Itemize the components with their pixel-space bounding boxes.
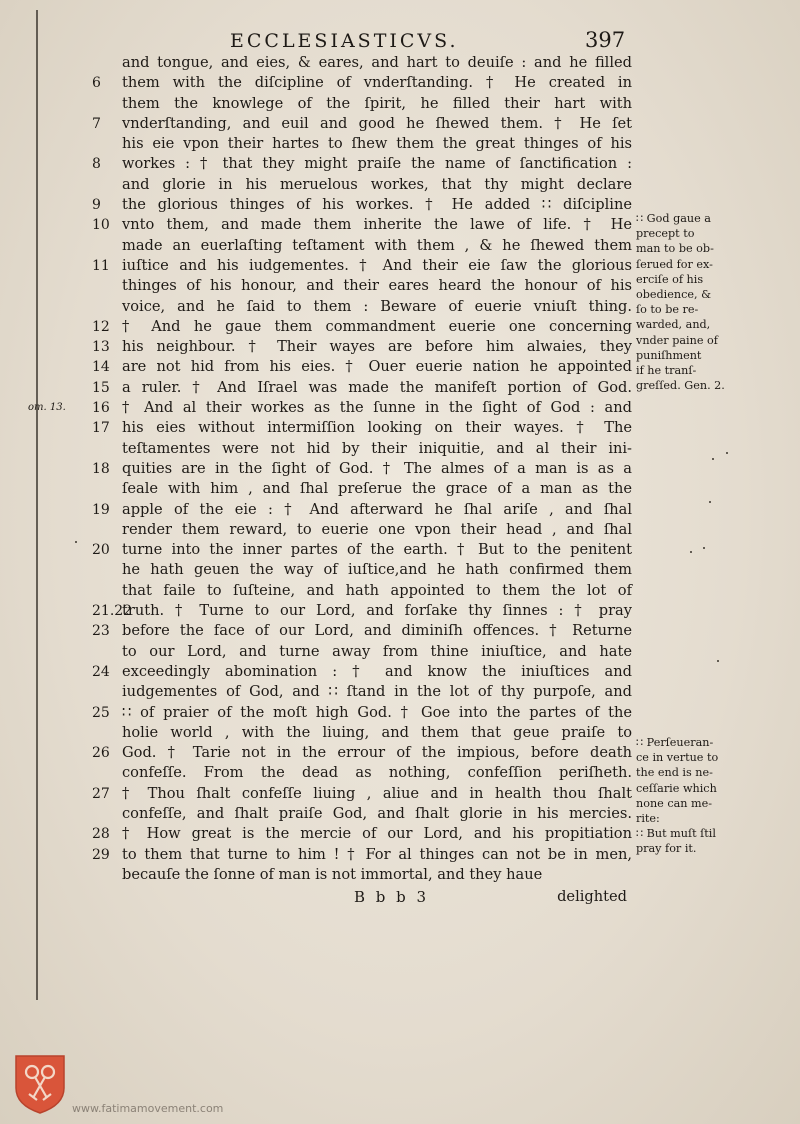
line-text: vnto them, and made them inherite the lawe of life. † He — [122, 216, 632, 234]
line-text: vnderſtanding, and euil and good he ſhewed them. † He ſet — [122, 114, 632, 132]
margin-note-line: precept to — [636, 227, 695, 241]
text-line — [92, 824, 632, 844]
text-line — [92, 459, 632, 479]
line-text: confeſſe. From the dead as nothing, confeſſion periſheth. — [122, 764, 632, 782]
margin-note-precept — [636, 211, 748, 393]
text-line — [92, 256, 632, 276]
text-line — [122, 560, 632, 580]
verse-number: 27 — [92, 785, 110, 802]
line-text: exceedingly abomination : † and know the iniuſtices and — [122, 662, 632, 680]
text-line — [92, 743, 632, 763]
text-line — [122, 297, 632, 317]
margin-speck — [717, 660, 719, 662]
verse-number: 19 — [92, 501, 110, 518]
line-text: his neighbour. † Their wayes are before him alwaies, they — [122, 338, 632, 356]
line-text: apple of the eie : † And afterward he ſhal ariſe , and ſhal — [122, 500, 632, 518]
verse-number: 10 — [92, 217, 110, 234]
margin-note-line: the end is ne- — [636, 766, 713, 780]
text-line — [122, 520, 632, 540]
line-text: ſeale with him , and ſhal preſerue the grace of a man as the — [122, 480, 632, 498]
margin-note-line: none can me- — [636, 796, 713, 810]
line-text: voice, and he ſaid to them : Beware of euerie vniuſt thing. — [122, 297, 632, 315]
margin-note-line: obedience, & — [636, 288, 712, 302]
margin-speck — [709, 501, 711, 503]
margin-note-line: ceſſarie which — [636, 781, 717, 795]
margin-speck — [726, 452, 728, 454]
text-line — [92, 662, 632, 682]
line-text: ∷ of praier of the moſt high God. † Goe into the partes of the — [122, 703, 632, 721]
verse-number: 23 — [92, 623, 110, 640]
verse-number: 14 — [92, 359, 110, 376]
text-line — [122, 723, 632, 743]
text-line — [122, 479, 632, 499]
line-text: confeſſe, and ſhalt praiſe God, and ſhalt glorie in his mercies. — [122, 804, 632, 822]
verse-number: 25 — [92, 704, 110, 721]
text-line — [122, 865, 632, 885]
text-line — [122, 642, 632, 662]
page-footer — [122, 887, 632, 907]
text-line — [28, 398, 632, 418]
margin-note-line: ſo to be re- — [636, 303, 699, 317]
verse-number: 7 — [92, 115, 101, 132]
text-line — [122, 134, 632, 154]
margin-note-perseverance — [636, 735, 748, 857]
line-text: to them that turne to him ! † For al thinges can not be in men, — [122, 845, 632, 863]
text-line — [92, 601, 632, 621]
verse-number: 15 — [92, 379, 110, 396]
text-line — [92, 378, 632, 398]
text-line — [92, 195, 632, 215]
margin-note-line: warded, and, — [636, 318, 711, 332]
line-text: them with the diſcipline of vnderſtanding. † He created in — [122, 74, 632, 92]
margin-speck — [712, 458, 714, 460]
verse-number: 21.22 — [92, 603, 133, 620]
verse-number: 18 — [92, 460, 110, 477]
line-text: God. † Tarie not in the errour of the impious, before death — [122, 744, 632, 762]
margin-note-line: rite: — [636, 812, 660, 826]
signature-mark: B b b 3 — [354, 888, 430, 907]
verse-number: 20 — [92, 542, 110, 559]
cross-reference: om. 13. — [28, 402, 66, 414]
website-url[interactable]: www.fatimamovement.com — [72, 1102, 224, 1115]
fatima-movement-logo — [12, 1052, 68, 1114]
text-line — [122, 439, 632, 459]
verse-number: 12 — [92, 318, 110, 335]
margin-note-line: greſſed. Gen. 2. — [636, 379, 725, 393]
verse-number: 28 — [92, 826, 110, 843]
text-line — [92, 337, 632, 357]
verse-number: 8 — [92, 156, 101, 173]
margin-note-line: ∷ Perſeueran- — [636, 736, 714, 749]
verse-number: 13 — [92, 339, 110, 356]
text-line — [122, 763, 632, 783]
text-line — [122, 581, 632, 601]
line-text: truth. † Turne to our Lord, and forſake thy ſinnes : † pray — [122, 602, 632, 620]
line-text: † And al their workes as the ſunne in the ſight of God : and — [122, 399, 632, 417]
line-text: a ruler. † And Iſrael was made the manifeſt portion of God. — [122, 378, 632, 396]
margin-speck — [690, 551, 692, 553]
line-text: are not hid from his eies. † Ouer euerie nation he appointed — [122, 358, 632, 376]
verse-number: 9 — [92, 197, 101, 214]
text-line — [92, 540, 632, 560]
text-line — [92, 317, 632, 337]
line-text: becauſe the ſonne of man is not immortal, and they haue — [122, 865, 543, 883]
line-text: he hath geuen the way of iuſtice,and he hath confirmed them — [122, 561, 632, 579]
verse-number: 26 — [92, 745, 110, 762]
margin-note-line: pray for it. — [636, 842, 697, 856]
line-text: † Thou ſhalt confeſſe liuing , aliue and in health thou ſhalt — [122, 784, 632, 802]
margin-note-line: puniſhment — [636, 348, 702, 362]
margin-note-line: vnder paine of — [636, 333, 718, 347]
line-text: workes : † that they might praiſe the name of ſanctification : — [122, 155, 632, 173]
text-line — [92, 73, 632, 93]
page-number: 397 — [585, 28, 626, 52]
text-line — [92, 114, 632, 134]
line-text: before the face of our Lord, and diminiſh offences. † Returne — [122, 622, 632, 640]
text-line — [92, 154, 632, 174]
text-line — [122, 682, 632, 702]
verse-number: 16 — [92, 400, 110, 417]
margin-note-line: ∷ God gaue a — [636, 212, 711, 225]
left-margin-rule — [36, 10, 38, 1000]
text-line — [92, 418, 632, 438]
line-text: † How great is the mercie of our Lord, and his propitiation — [122, 825, 632, 843]
line-text: † And he gaue them commandment euerie one concerning — [122, 317, 632, 335]
text-line — [122, 236, 632, 256]
line-text: them the knowlege of the ſpirit, he filled their hart with — [122, 94, 632, 112]
line-text: holie world , with the liuing, and them that geue praiſe to — [122, 723, 632, 741]
margin-speck — [75, 541, 77, 543]
line-text: quities are in the ſight of God. † The almes of a man is as a — [122, 459, 632, 477]
verse-number: 6 — [92, 75, 101, 92]
text-line — [122, 276, 632, 296]
line-text: thinges of his honour, and their eares heard the honour of his — [122, 277, 632, 295]
line-text: to our Lord, and turne away from thine iniuſtice, and hate — [122, 642, 632, 660]
line-text: and glorie in his meruelous workes, that thy might declare — [122, 175, 632, 193]
margin-note-line: ce in vertue to — [636, 751, 719, 765]
text-line — [122, 53, 632, 73]
line-text: and tongue, and eies, & eares, and hart to deuiſe : and he filled — [122, 54, 632, 71]
line-text: turne into the inner partes of the earth. † But to the penitent — [122, 541, 632, 559]
margin-note-line: erciſe of his — [636, 272, 704, 286]
verse-number: 24 — [92, 663, 110, 680]
line-text: render them reward, to euerie one vpon their head , and ſhal — [122, 520, 632, 538]
text-line — [92, 703, 632, 723]
margin-note-line: ∷ But muſt ſtil — [636, 827, 716, 841]
verse-number: 17 — [92, 420, 110, 437]
line-text: that faile to ſuſteine, and hath appointed to them the lot of — [122, 581, 632, 599]
running-head: ECCLESIASTICVS. — [230, 30, 459, 52]
text-line — [92, 215, 632, 235]
text-line — [92, 845, 632, 865]
text-line — [122, 804, 632, 824]
verse-number: 11 — [92, 257, 110, 274]
body-text — [28, 53, 632, 907]
line-text: his eies without intermiſſion looking on their wayes. † The — [122, 419, 632, 437]
margin-note-line: if he tranſ- — [636, 364, 697, 378]
text-line — [92, 357, 632, 377]
text-line — [122, 175, 632, 195]
text-line — [92, 500, 632, 520]
line-text: the glorious thinges of his workes. † He added ∷ diſcipline — [122, 196, 632, 214]
line-text: iuſtice and his iudgementes. † And their eie ſaw the glorious — [122, 256, 632, 274]
text-line — [92, 621, 632, 641]
line-text: iudgementes of God, and ∷ ſtand in the lot of thy purpoſe, and — [122, 683, 632, 701]
line-text: made an euerlaſting teſtament with them , & he ſhewed them — [122, 236, 632, 254]
margin-note-line: ſerued for ex- — [636, 257, 713, 271]
line-text: his eie vpon their hartes to ſhew them the great thinges of his — [122, 135, 632, 153]
margin-speck — [703, 547, 705, 549]
text-line — [122, 94, 632, 114]
verse-number: 29 — [92, 846, 110, 863]
margin-note-line: man to be ob- — [636, 242, 714, 256]
text-line — [92, 784, 632, 804]
catchword: delighted — [557, 888, 627, 906]
line-text: teſtamentes were not hid by their iniquitie, and al their ini- — [122, 439, 632, 457]
